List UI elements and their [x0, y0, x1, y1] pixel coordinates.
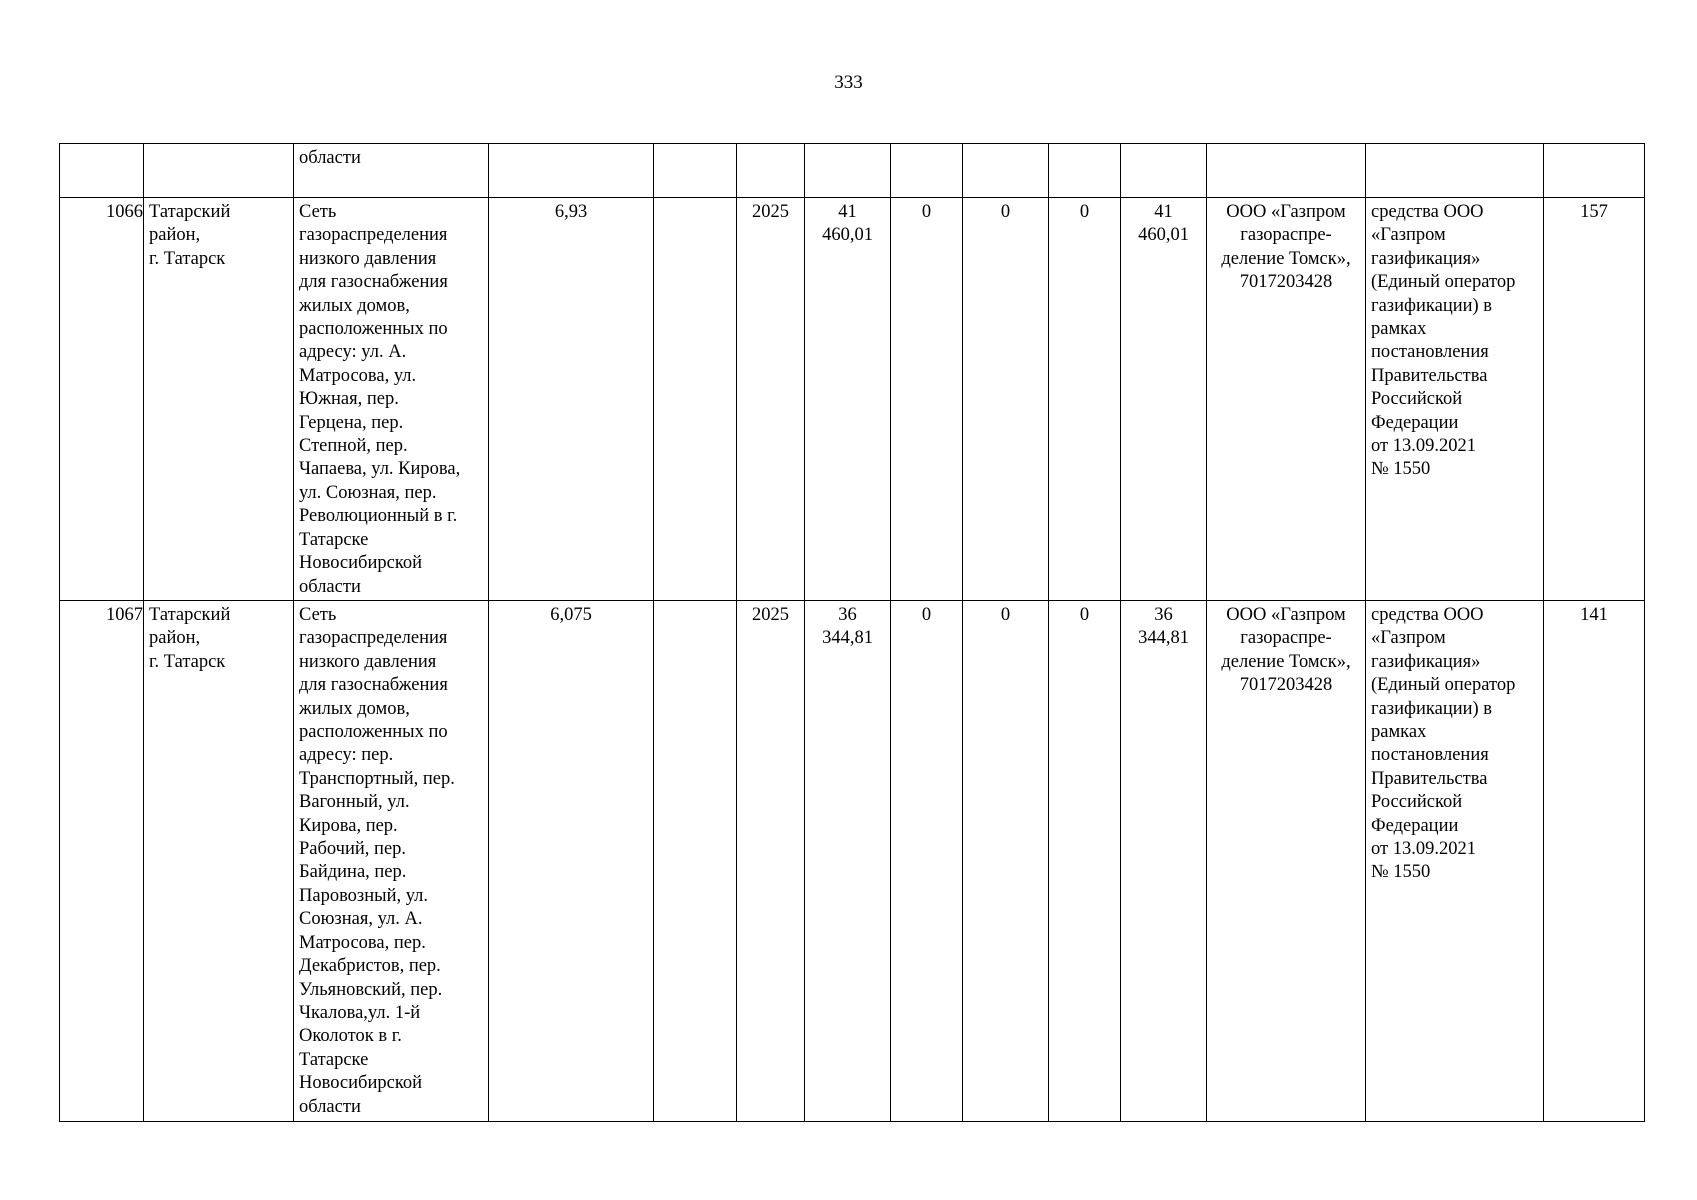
- cell-last: 157: [1544, 198, 1645, 601]
- object-text-line: газораспределения: [299, 225, 448, 246]
- organization-text-line: газораспре-: [1240, 628, 1332, 649]
- object-text-line: Паровозный, ул.: [299, 885, 429, 906]
- table-row: [60, 601, 1645, 1122]
- organization-text-line: 7017203428: [1239, 675, 1333, 696]
- total-text-line: 344,81: [822, 628, 873, 649]
- object-text-line: Байдина, пер.: [299, 862, 407, 883]
- source-text-line: (Единый оператор: [1371, 675, 1516, 696]
- object-text-line: области: [299, 148, 361, 168]
- total-text-line: 41: [838, 202, 857, 222]
- object-text-line: Декабристов, пер.: [299, 956, 441, 977]
- cell-length: 6,075: [489, 601, 654, 1122]
- object-text-line: для газоснабжения: [299, 675, 448, 696]
- source-text-line: Российской: [1371, 389, 1463, 410]
- source-text-line: рамках: [1371, 319, 1427, 340]
- district-text-line: район,: [149, 225, 201, 246]
- object-text-line: Южная, пер.: [299, 389, 399, 410]
- table-row: [60, 198, 1645, 601]
- organization-text-line: газораспре-: [1240, 225, 1332, 246]
- total-text-line: 460,01: [822, 225, 873, 246]
- cell-source: [1366, 144, 1544, 198]
- object-text-line: Татарске: [299, 529, 369, 550]
- cell-total: [805, 198, 891, 601]
- source-text-line: «Газпром: [1371, 225, 1446, 246]
- cell-v1: 0: [891, 198, 963, 601]
- object-text-line: Рабочий, пер.: [299, 839, 407, 860]
- cell-length: 6,93: [489, 198, 654, 601]
- cell-year: [737, 144, 805, 198]
- object-text-line: области: [299, 1096, 361, 1117]
- object-text-line: ул. Союзная, пер.: [299, 482, 437, 503]
- cell-district: [144, 601, 294, 1122]
- cell-v2: [963, 144, 1049, 198]
- object-text-line: области: [299, 576, 361, 597]
- cell-v2: 0: [963, 601, 1049, 1122]
- source-text-line: газификация»: [1371, 651, 1481, 672]
- cell-source: [1366, 198, 1544, 601]
- cell-year: 2025: [737, 601, 805, 1122]
- source-text-line: средства ООО: [1371, 202, 1484, 222]
- source-text-line: Правительства: [1371, 768, 1488, 789]
- object-text-line: Вагонный, ул.: [299, 792, 410, 813]
- organization-text-line: ООО «Газпром: [1226, 202, 1346, 222]
- source-text-line: № 1550: [1371, 459, 1431, 480]
- cell-v2: 0: [963, 198, 1049, 601]
- source-text-line: газификация»: [1371, 248, 1481, 269]
- organization-text-line: деление Томск»,: [1221, 651, 1351, 672]
- object-text-line: расположенных по: [299, 319, 448, 340]
- cell-district: [144, 144, 294, 198]
- source-text-line: (Единый оператор: [1371, 272, 1516, 293]
- object-text-line: Транспортный, пер.: [299, 768, 455, 789]
- cell-total: [805, 144, 891, 198]
- source-text-line: газификации) в: [1371, 295, 1493, 316]
- cell-last: 141: [1544, 601, 1645, 1122]
- organization-text-line: ООО «Газпром: [1226, 605, 1346, 625]
- object-text-line: Околоток в г.: [299, 1026, 402, 1047]
- district-text-line: г. Татарск: [149, 248, 226, 269]
- object-text-line: Новосибирской: [299, 1073, 423, 1094]
- object-text-line: Матросова, пер.: [299, 932, 426, 953]
- cell-col5: [654, 198, 737, 601]
- source-text-line: от 13.09.2021: [1371, 436, 1476, 457]
- cell-total: [805, 601, 891, 1122]
- cell-num: 1067: [60, 601, 144, 1122]
- object-text-line: Степной, пер.: [299, 436, 408, 457]
- object-text-line: адресу: пер.: [299, 745, 394, 766]
- source-text-line: от 13.09.2021: [1371, 839, 1476, 860]
- source-text-line: Федерации: [1371, 412, 1459, 433]
- district-text-line: Татарский: [149, 202, 231, 222]
- cell-source: [1366, 601, 1544, 1122]
- district-text-line: район,: [149, 628, 201, 649]
- object-text-line: Герцена, пер.: [299, 412, 404, 433]
- object-text-line: Новосибирской: [299, 553, 423, 574]
- cell-v4: [1121, 198, 1207, 601]
- page-number: 333: [834, 72, 863, 93]
- object-text-line: жилых домов,: [299, 295, 410, 316]
- cell-col5: [654, 144, 737, 198]
- source-text-line: Российской: [1371, 792, 1463, 813]
- object-text-line: адресу: ул. А.: [299, 342, 407, 363]
- source-text-line: постановления: [1371, 745, 1489, 766]
- source-text-line: средства ООО: [1371, 605, 1484, 625]
- cell-year: 2025: [737, 198, 805, 601]
- object-text-line: низкого давления: [299, 248, 437, 269]
- source-text-line: «Газпром: [1371, 628, 1446, 649]
- source-text-line: постановления: [1371, 342, 1489, 363]
- cell-v1: 0: [891, 601, 963, 1122]
- object-text-line: Сеть: [299, 605, 337, 625]
- object-text-line: Сеть: [299, 202, 337, 222]
- object-text-line: низкого давления: [299, 651, 437, 672]
- cell-district: [144, 198, 294, 601]
- source-text-line: рамках: [1371, 722, 1427, 743]
- source-text-line: Федерации: [1371, 815, 1459, 836]
- cell-last: [1544, 144, 1645, 198]
- v4-text-line: 41: [1154, 202, 1173, 222]
- organization-text-line: 7017203428: [1239, 272, 1333, 293]
- cell-organization: [1207, 198, 1366, 601]
- object-text-line: Татарске: [299, 1049, 369, 1070]
- cell-v4: [1121, 144, 1207, 198]
- cell-v1: [891, 144, 963, 198]
- source-text-line: газификации) в: [1371, 698, 1493, 719]
- district-text-line: Татарский: [149, 605, 231, 625]
- object-text-line: Революционный в г.: [299, 506, 458, 527]
- object-text-line: Чапаева, ул. Кирова,: [299, 459, 461, 480]
- data-table: [59, 143, 1645, 1122]
- source-text-line: Правительства: [1371, 365, 1488, 386]
- cell-organization: [1207, 144, 1366, 198]
- cell-length: [489, 144, 654, 198]
- object-text-line: Чкалова,ул. 1-й: [299, 1002, 421, 1023]
- v4-text-line: 460,01: [1138, 225, 1189, 246]
- cell-v3: 0: [1049, 198, 1121, 601]
- cell-object: [294, 198, 489, 601]
- object-text-line: для газоснабжения: [299, 272, 448, 293]
- organization-text-line: деление Томск»,: [1221, 248, 1351, 269]
- v4-text-line: 344,81: [1138, 628, 1189, 649]
- object-text-line: Союзная, ул. А.: [299, 909, 423, 930]
- cell-col5: [654, 601, 737, 1122]
- cell-v3: 0: [1049, 601, 1121, 1122]
- object-text-line: жилых домов,: [299, 698, 410, 719]
- object-text-line: Матросова, ул.: [299, 365, 417, 386]
- object-text-line: расположенных по: [299, 722, 448, 743]
- object-text-line: Кирова, пер.: [299, 815, 398, 836]
- object-text-line: Ульяновский, пер.: [299, 979, 443, 1000]
- object-text-line: газораспределения: [299, 628, 448, 649]
- cell-v4: [1121, 601, 1207, 1122]
- district-text-line: г. Татарск: [149, 651, 226, 672]
- cell-object: [294, 144, 489, 198]
- cell-organization: [1207, 601, 1366, 1122]
- continuation-row: [60, 144, 1645, 198]
- cell-num: [60, 144, 144, 198]
- total-text-line: 36: [838, 605, 857, 625]
- cell-num: 1066: [60, 198, 144, 601]
- source-text-line: № 1550: [1371, 862, 1431, 883]
- cell-object: [294, 601, 489, 1122]
- v4-text-line: 36: [1154, 605, 1173, 625]
- cell-v3: [1049, 144, 1121, 198]
